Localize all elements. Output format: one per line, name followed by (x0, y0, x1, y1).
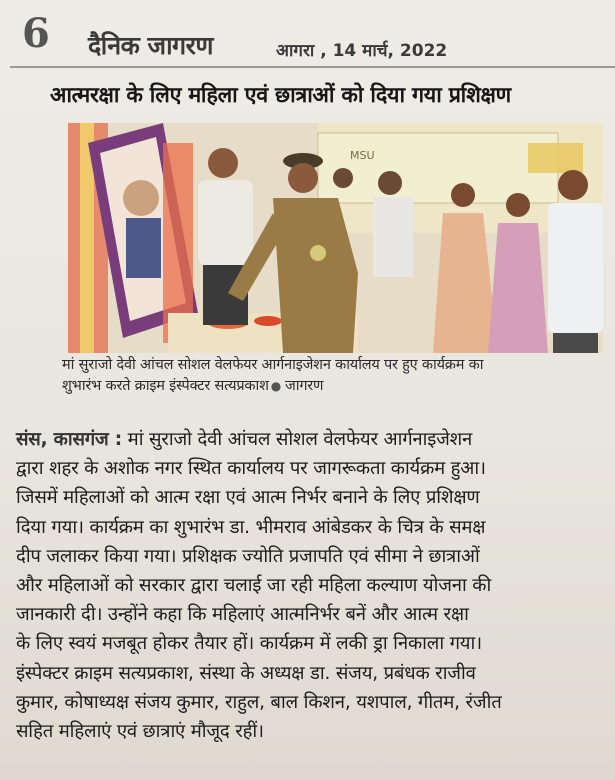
caption-line: मां सुराजो देवी आंचल सोशल वेलफेयर आर्गनाइजेशन कार्यालय पर हुए कार्यक्रम का (62, 357, 484, 373)
article-line: सहित महिलाएं एवं छात्राएं मौजूद रहीं। (16, 721, 264, 743)
headline: आत्मरक्षा के लिए महिला एवं छात्राओं को दिया गया प्रशिक्षण (50, 83, 511, 108)
article-line: द्वारा शहर के अशोक नगर स्थित कार्यालय पर जागरूकता कार्यक्रम हुआ। (16, 458, 486, 480)
masthead-rule (10, 66, 615, 68)
article-line: जिसमें महिलाओं को आत्म रक्षा एवं आत्म निर्भर बनाने के लिए प्रशिक्षण (16, 487, 480, 509)
caption-line (62, 376, 607, 397)
masthead (0, 0, 615, 70)
edition-dateline: आगरा , 14 मार्च, 2022 (276, 41, 448, 61)
photo-credit: जागरण (285, 378, 324, 394)
article-line-text: मां सुराजो देवी आंचल सोशल वेलफेयर आर्गनाइजेशन (127, 429, 473, 450)
banner-text: MSU (350, 149, 375, 162)
article-line: इंस्पेक्टर क्राइम सत्यप्रकाश, संस्था के अध्यक्ष डा. संजय, प्रबंधक राजीव (16, 662, 476, 684)
article-line: और महिलाओं को सरकार द्वारा चलाई जा रही महिला कल्याण योजना की (16, 575, 492, 597)
page-number: 6 (22, 10, 50, 57)
article-line: कुमार, कोषाध्यक्ष संजय कुमार, राहुल, बाल किशन, यशपाल, गीतम, रंजीत (16, 691, 502, 713)
article-line: के लिए स्वयं मजबूत होकर तैयार हों। कार्यक्रम में लकी ड्रा निकाला गया। (16, 633, 482, 655)
newspaper-name: दैनिक जागरण (88, 31, 213, 60)
article-dateline: संस, कासगंज : (16, 429, 122, 450)
article-line (16, 425, 612, 454)
news-photo (68, 123, 603, 353)
caption-line-text: शुभारंभ करते क्राइम इंस्पेक्टर सत्यप्रकाश (62, 378, 269, 394)
article-body (16, 425, 612, 746)
article-line: दीप जलाकर किया गया। प्रशिक्षक ज्योति प्रजापति एवं सीमा ने छात्राओं (16, 545, 480, 567)
bullet-icon: ● (270, 379, 282, 393)
article-line: दिया गया। कार्यक्रम का शुभारंभ डा. भीमराव आंबेडकर के चित्र के समक्ष (16, 516, 486, 538)
photo-illustration (68, 123, 603, 353)
photo-caption (62, 355, 607, 397)
article-line: जानकारी दी। उन्होंने कहा कि महिलाएं आत्मनिर्भर बनें और आत्म रक्षा (16, 604, 469, 626)
